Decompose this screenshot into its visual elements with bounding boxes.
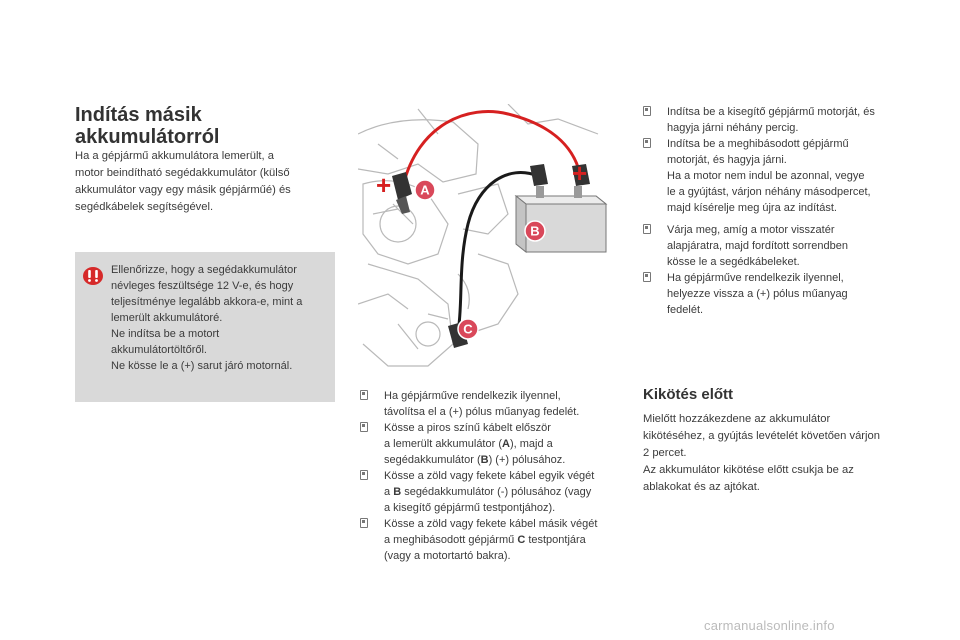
label-c: C: [463, 321, 473, 337]
title-line-1: Indítás másik: [75, 104, 202, 126]
step-item: Várja meg, amíg a motor visszatér alapjáratra, majd fordított sorrendben kösse le a segédkábeleket.: [643, 222, 913, 270]
step-item: Ha gépjárműve rendelkezik ilyennel, helyezze vissza a (+) pólus műanyag fedelét.: [643, 270, 913, 318]
warning-line: névleges feszültsége 12 V-e, és hogy: [111, 280, 294, 292]
warning-line: Ne kösse le a (+) sarut járó motornál.: [111, 360, 293, 372]
steps-right: [643, 104, 913, 318]
kikotes-line: Mielőtt hozzákezdene az akkumulátor: [643, 413, 831, 425]
section-title: [75, 104, 345, 148]
step-item: Kösse a zöld vagy fekete kábel másik végét a meghibásodott gépjármű C testpontjára (vagy a motortartó bakra).: [360, 516, 630, 564]
checkbox-icon: [360, 390, 368, 400]
kikotes-line: kikötéséhez, a gyújtás levételét követően várjon: [643, 430, 880, 442]
checkbox-icon: [643, 272, 651, 282]
checkbox-icon: [643, 106, 651, 116]
step-item: Indítsa be a meghibásodott gépjármű motorját, és hagyja járni. Ha a motor nem indul be azonnal, vegye le a gyújtást, várjon néhány másodpercet, majd kísérelje meg újra az indítást.: [643, 136, 913, 216]
kikotes-line: ablakokat és az ajtókat.: [643, 481, 760, 493]
checkbox-icon: [360, 518, 368, 528]
label-a: A: [420, 182, 430, 198]
checkbox-icon: [360, 470, 368, 480]
intro-line: segédkábelek segítségével.: [75, 201, 214, 213]
steps-middle: [360, 388, 630, 564]
auxiliary-battery: [516, 186, 606, 252]
warning-line: teljesítménye legalább akkora-e, mint a: [111, 296, 303, 308]
intro-line: motor beindítható segédakkumulátor (külső: [75, 167, 290, 179]
warning-line: Ne indítsa be a motort: [111, 328, 220, 340]
watermark-footer: carmanualsonline.info: [704, 618, 835, 633]
warning-line: Ellenőrizze, hogy a segédakkumulátor: [111, 264, 297, 276]
intro-line: akkumulátor vagy egy másik gépjárműé) és: [75, 184, 291, 196]
intro-line: Ha a gépjármű akkumulátora lemerült, a: [75, 150, 274, 162]
step-item: Kösse a piros színű kábelt először a lemerült akkumulátor (A), majd a segédakkumulátor (B) (+) pólusához.: [360, 420, 630, 468]
checkbox-icon: [360, 422, 368, 432]
warning-box: [75, 252, 335, 402]
kikotes-line: 2 percet.: [643, 447, 687, 459]
checkbox-icon: [643, 138, 651, 148]
checkbox-icon: [643, 224, 651, 234]
jump-start-diagram: [358, 104, 608, 372]
intro-paragraph: [75, 148, 345, 216]
label-b: B: [530, 223, 540, 239]
warning-line: lemerült akkumulátoré.: [111, 312, 223, 324]
step-item: Kösse a zöld vagy fekete kábel egyik végét a B segédakkumulátor (-) pólusához (vagy a kisegítő gépjármű testpontjához).: [360, 468, 630, 516]
step-item: Ha gépjárműve rendelkezik ilyennel, távolítsa el a (+) pólus műanyag fedelét.: [360, 388, 630, 420]
step-item: Indítsa be a kisegítő gépjármű motorját, és hagyja járni néhány percig.: [643, 104, 913, 136]
warning-exclamation-icon: [83, 266, 103, 286]
section-kikotes: [643, 386, 918, 496]
warning-line: akkumulátortöltőről.: [111, 344, 207, 356]
plus-sign-a: +: [376, 170, 392, 200]
plus-sign-b: +: [572, 158, 588, 188]
kikotes-line: Az akkumulátor kikötése előtt csukja be az: [643, 464, 854, 476]
title-line-2: akkumulátorról: [75, 126, 220, 148]
section-kikotes-title: Kikötés előtt: [643, 386, 734, 403]
warning-text: [111, 262, 329, 374]
